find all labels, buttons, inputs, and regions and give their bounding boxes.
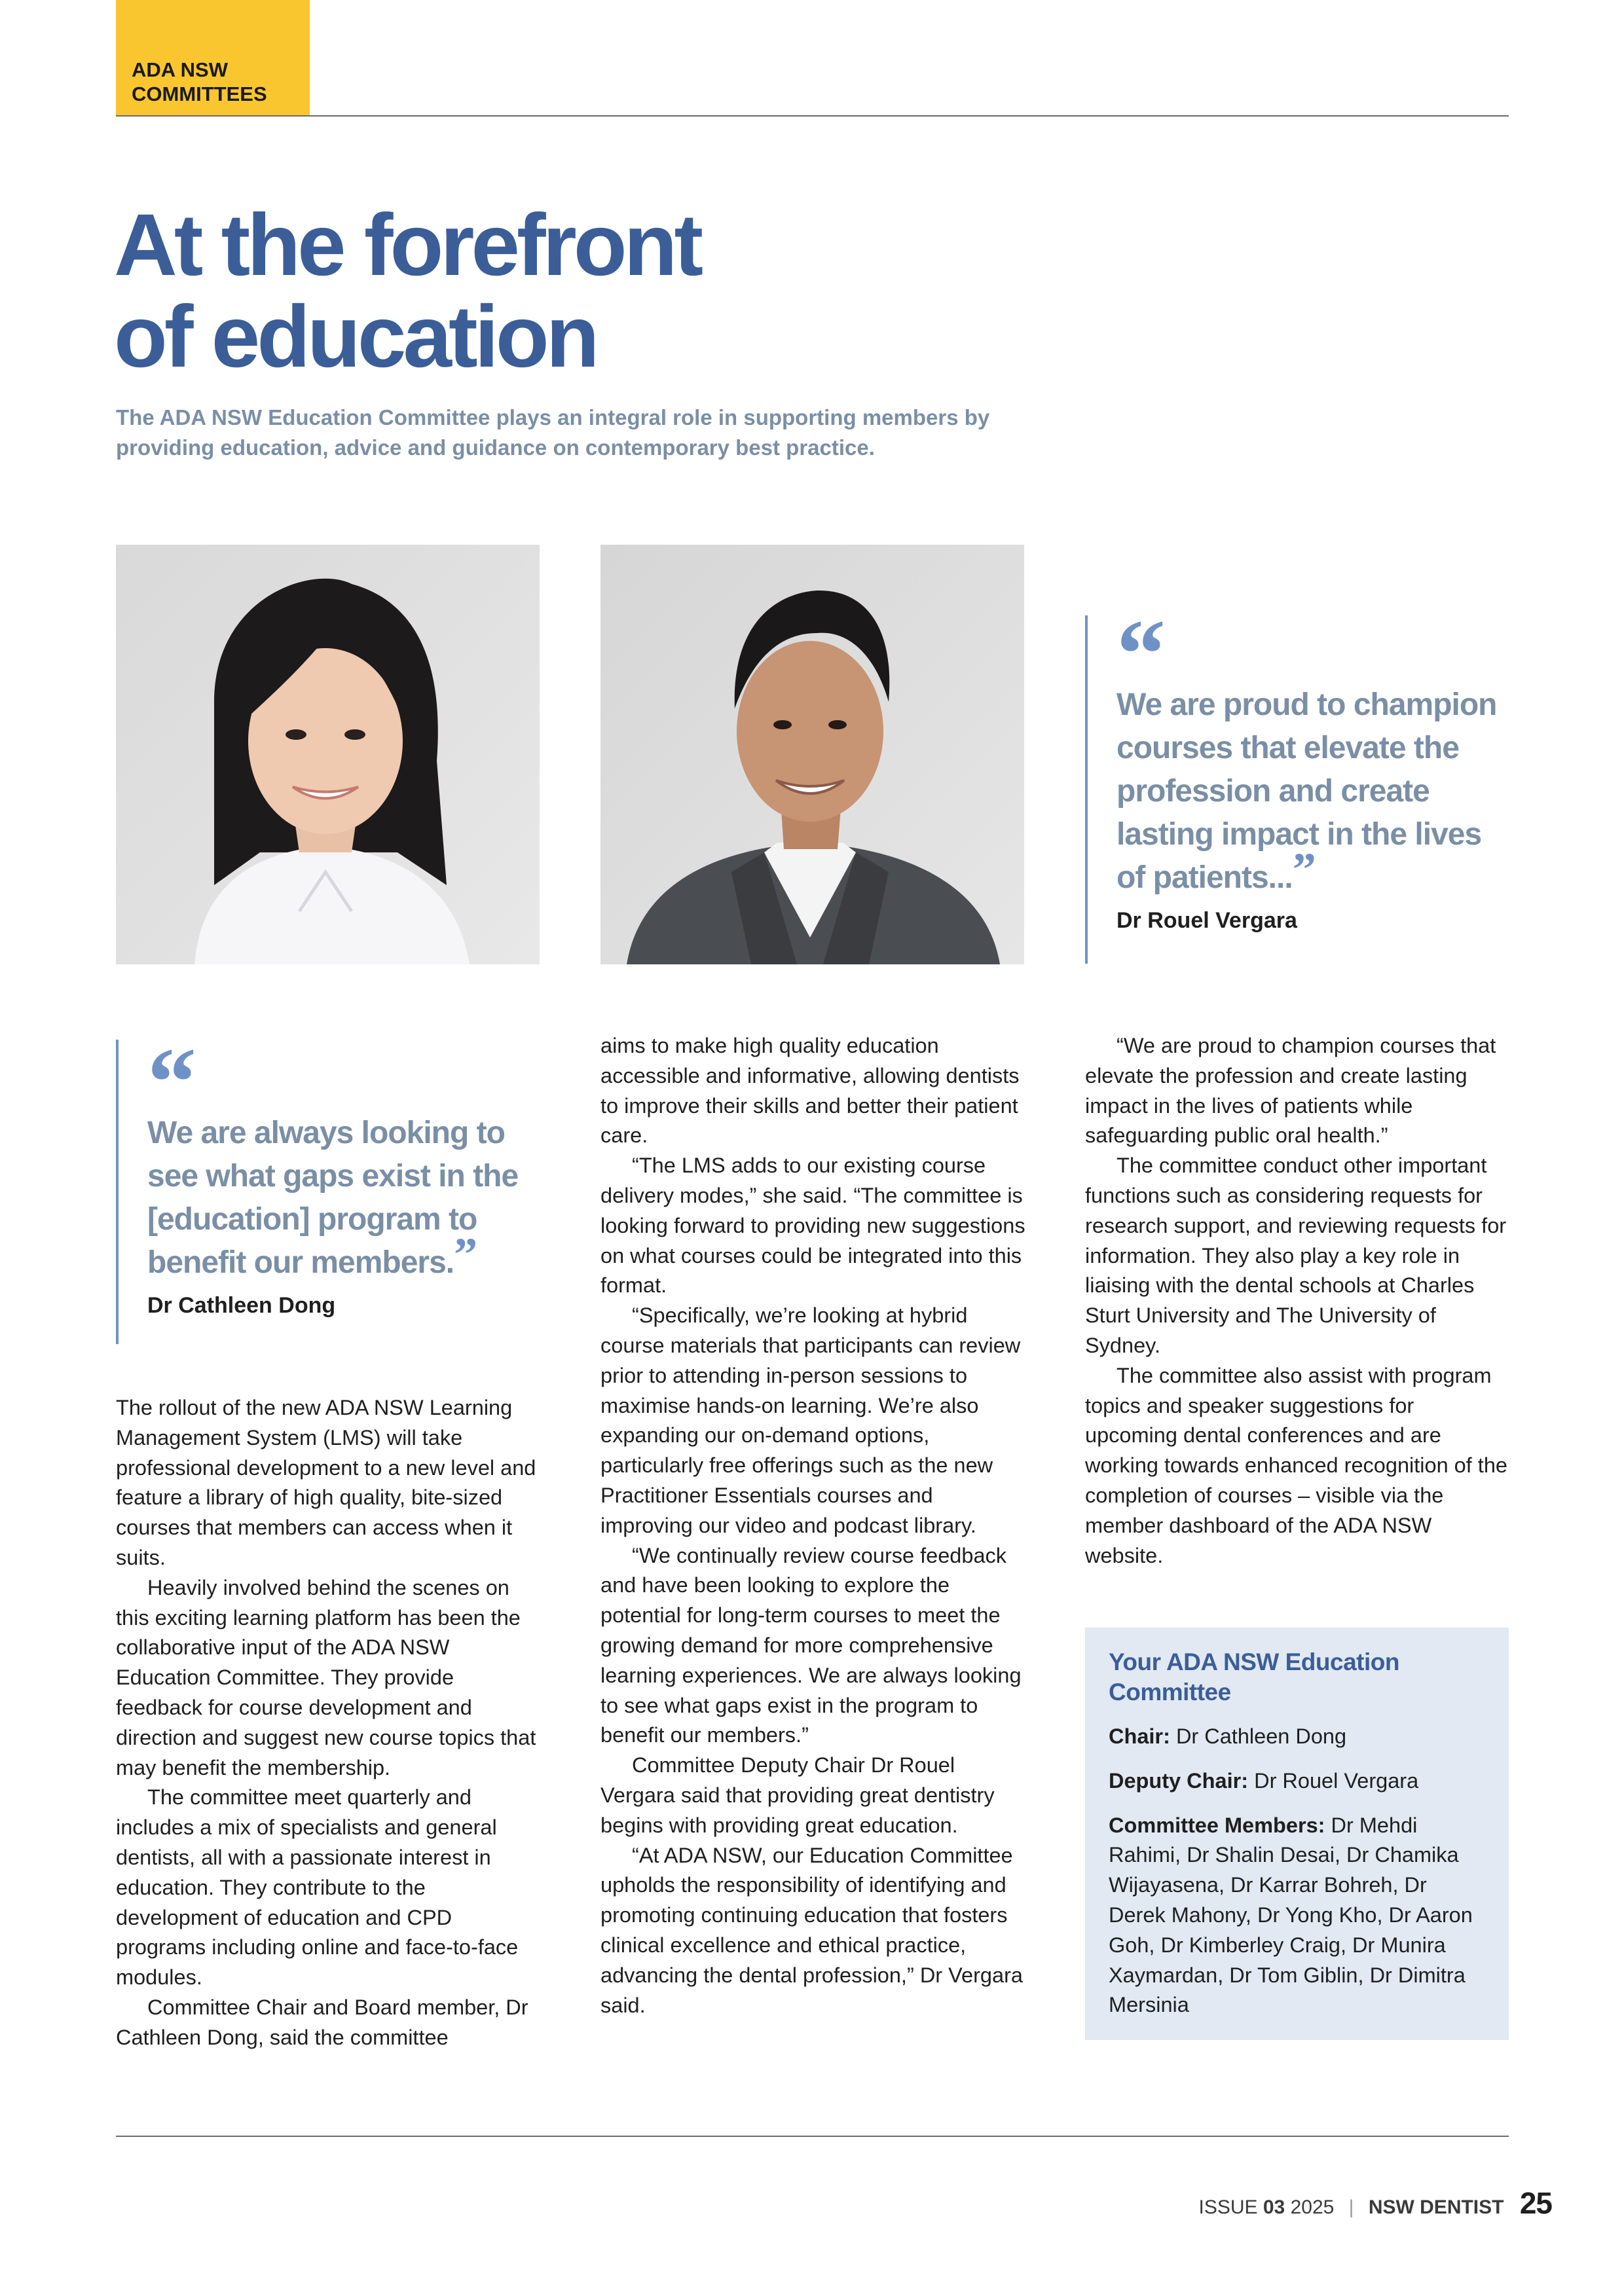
pull-quote-text [1116, 683, 1504, 900]
photo-rouel-vergara [600, 545, 1024, 964]
section-tag [116, 0, 310, 115]
footer-rule [116, 2136, 1509, 2137]
body-paragraph: “We continually review course feedback and have been looking to explore the potential for long-term courses to meet the growing demand for more comprehensive learning experiences. We are always looking to see what gaps exist in the program to benefit our members.” [600, 1543, 1022, 1747]
pull-quote-attribution: Dr Rouel Vergara [1116, 908, 1297, 933]
standfirst: The ADA NSW Education Committee plays an integral role in supporting members by providing education, advice and guidance on contemporary best practice. [116, 405, 990, 460]
pull-quote-text [147, 1112, 535, 1285]
pull-quote-text-body: We are always looking to see what gaps exist in the [education] program to benefit our members. [147, 1116, 519, 1280]
pull-quote-text-body: We are proud to champion courses that elevate the profession and create lasting impact in the lives of patients... [1116, 687, 1497, 895]
deputy-chair-value: Dr Rouel Vergara [1254, 1768, 1419, 1793]
body-paragraph: “We are proud to champion courses that elevate the profession and create lasting impact in the lives of patients while safeguarding public oral health.” [1085, 1034, 1496, 1148]
headline-line-2: of education [114, 288, 597, 386]
members-label: Committee Members: [1109, 1813, 1325, 1837]
body-paragraph: Committee Chair and Board member, Dr Cathleen Dong, said the committee [116, 1995, 528, 2049]
open-quote-icon: “ [147, 1046, 196, 1112]
portrait-dong-illustration [116, 545, 540, 964]
committee-box [1085, 1628, 1509, 2040]
body-paragraph: Heavily involved behind the scenes on this exciting learning platform has been the collaborative input of the ADA NSW Education Committee. They provide feedback for course development and direction and suggest new course topics that may benefit the membership. [116, 1575, 536, 1779]
body-paragraph: The committee meet quarterly and includes a mix of specialists and general dentists, all with a passionate interest in education. They contribute to the development of education and CPD programs including online and face-to-face modules. [116, 1785, 519, 1990]
chair-label: Chair: [1109, 1724, 1170, 1748]
deputy-chair-label: Deputy Chair: [1109, 1768, 1249, 1793]
pull-quote-vergara [1085, 615, 1504, 964]
photo-cathleen-dong [116, 545, 540, 964]
header-rule [116, 115, 1509, 117]
body-paragraph: Committee Deputy Chair Dr Rouel Vergara said that providing great dentistry begins with providing great education. [600, 1753, 995, 1837]
body-paragraph: “At ADA NSW, our Education Committee upholds the responsibility of identifying and promoting continuing education that fosters clinical excellence and ethical practice, advancing the dental profession,” Dr Vergara said. [600, 1843, 1023, 2017]
footer-separator: | [1348, 2196, 1354, 2218]
close-quote-icon: ” [454, 1228, 477, 1281]
body-paragraph: aims to make high quality education accessible and informative, allowing dentists to improve their skills and better their patient care. [600, 1034, 1020, 1148]
body-paragraph: The committee conduct other important functions such as considering requests for research support, and reviewing requests for information. They also play a key role in liaising with the dental schools at Charles Sturt University and The University of Sydney. [1085, 1154, 1507, 1357]
page-number: 25 [1519, 2186, 1552, 2220]
pull-quote-dong [116, 1040, 535, 1344]
body-column-3 [1085, 1031, 1511, 1571]
open-quote-icon: “ [1116, 618, 1166, 683]
section-tag-line-2: COMMITTEES [132, 82, 267, 105]
portrait-vergara-illustration [600, 545, 1024, 964]
magazine-name: NSW DENTIST [1368, 2196, 1504, 2218]
pull-quote-attribution: Dr Cathleen Dong [147, 1293, 336, 1318]
committee-box-title: Your ADA NSW Education Committee [1109, 1649, 1399, 1705]
headline-line-1: At the forefront [114, 196, 701, 294]
close-quote-icon: ” [1292, 843, 1316, 896]
issue-label: ISSUE [1198, 2196, 1258, 2218]
issue-year: 2025 [1290, 2196, 1335, 2218]
issue-number: 03 [1263, 2196, 1285, 2218]
page-footer [1198, 2185, 1552, 2221]
body-paragraph: “The LMS adds to our existing course delivery modes,” she said. “The committee is looking forward to providing new suggestions on what courses could be integrated into this format. [600, 1154, 1025, 1298]
body-paragraph: The committee also assist with program topics and speaker suggestions for upcoming dental conferences and are working towards enhanced recognition of the completion of courses – visible via the member dashboard of the ADA NSW website. [1085, 1363, 1507, 1567]
committee-members [1109, 1811, 1489, 2021]
section-tag-line-1: ADA NSW [132, 58, 228, 81]
members-value: Dr Mehdi Rahimi, Dr Shalin Desai, Dr Chamika Wijayasena, Dr Karrar Bohreh, Dr Derek Mahony, Dr Yong Kho, Dr Aaron Goh, Dr Kimberley Craig, Dr Munira Xaymardan, Dr Tom Giblin, Dr Dimitra Mersinia [1109, 1813, 1473, 2017]
body-column-1 [116, 1393, 542, 2053]
body-paragraph: The rollout of the new ADA NSW Learning Management System (LMS) will take professional development to a new level and feature a library of high quality, bite-sized courses that members can access when it suits. [116, 1396, 536, 1569]
committee-chair [1109, 1722, 1489, 1752]
headline [114, 196, 701, 386]
chair-value: Dr Cathleen Dong [1175, 1724, 1347, 1748]
body-column-2 [600, 1031, 1026, 2020]
body-paragraph: “Specifically, we’re looking at hybrid course materials that participants can review prior to attending in-person sessions to maximise hands-on learning. We’re also expanding our on-demand options, particularly free offerings such as the new Practitioner Essentials courses and improving our video and podcast library. [600, 1303, 1021, 1537]
committee-deputy-chair [1109, 1766, 1489, 1796]
